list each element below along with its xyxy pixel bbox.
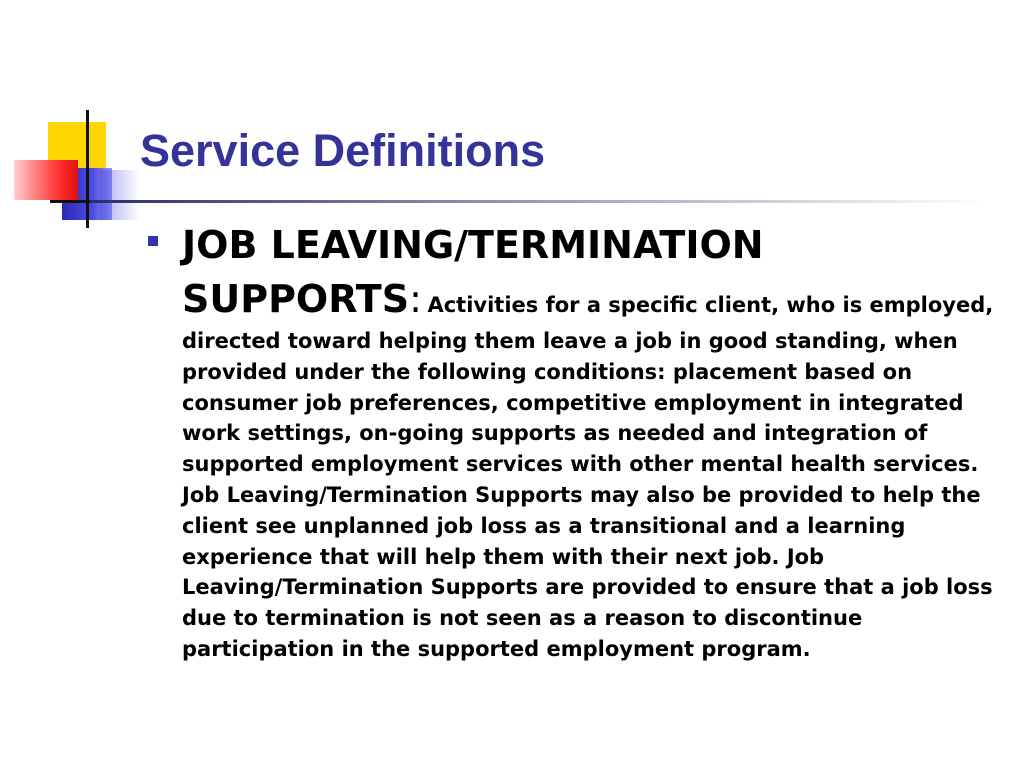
logo-red-square — [14, 160, 78, 200]
bullet-content — [182, 218, 998, 665]
logo-vertical-line — [86, 110, 89, 228]
bullet-heading: JOB LEAVING/TERMINATION SUPPORTS — [182, 223, 764, 321]
bullet-item — [148, 218, 998, 665]
slide-title: Service Definitions — [140, 125, 546, 176]
bullet-body-text: Activities for a specific client, who is employed, directed toward helping them leave a job in good standing, when provided under the following conditions: placement based on consumer job preferences, competitive employment in integrated work settings, on-going supports as needed and integration of supported employment services with other mental health services. Job Leaving/Termination Supports may also be provided to help the client see unplanned job loss as a transitional and a learning experience that will help them with their next job. Job Leaving/Termination Supports are provided to ensure that a job loss due to termination is not seen as a reason to discontinue participation in the supported employment program. — [182, 293, 994, 661]
bullet-separator: : — [409, 277, 422, 321]
title-underline-rule — [90, 200, 990, 203]
bullet-square-icon — [148, 236, 158, 246]
slide-logo-decoration — [0, 0, 140, 240]
logo-blue-glow — [100, 170, 140, 220]
